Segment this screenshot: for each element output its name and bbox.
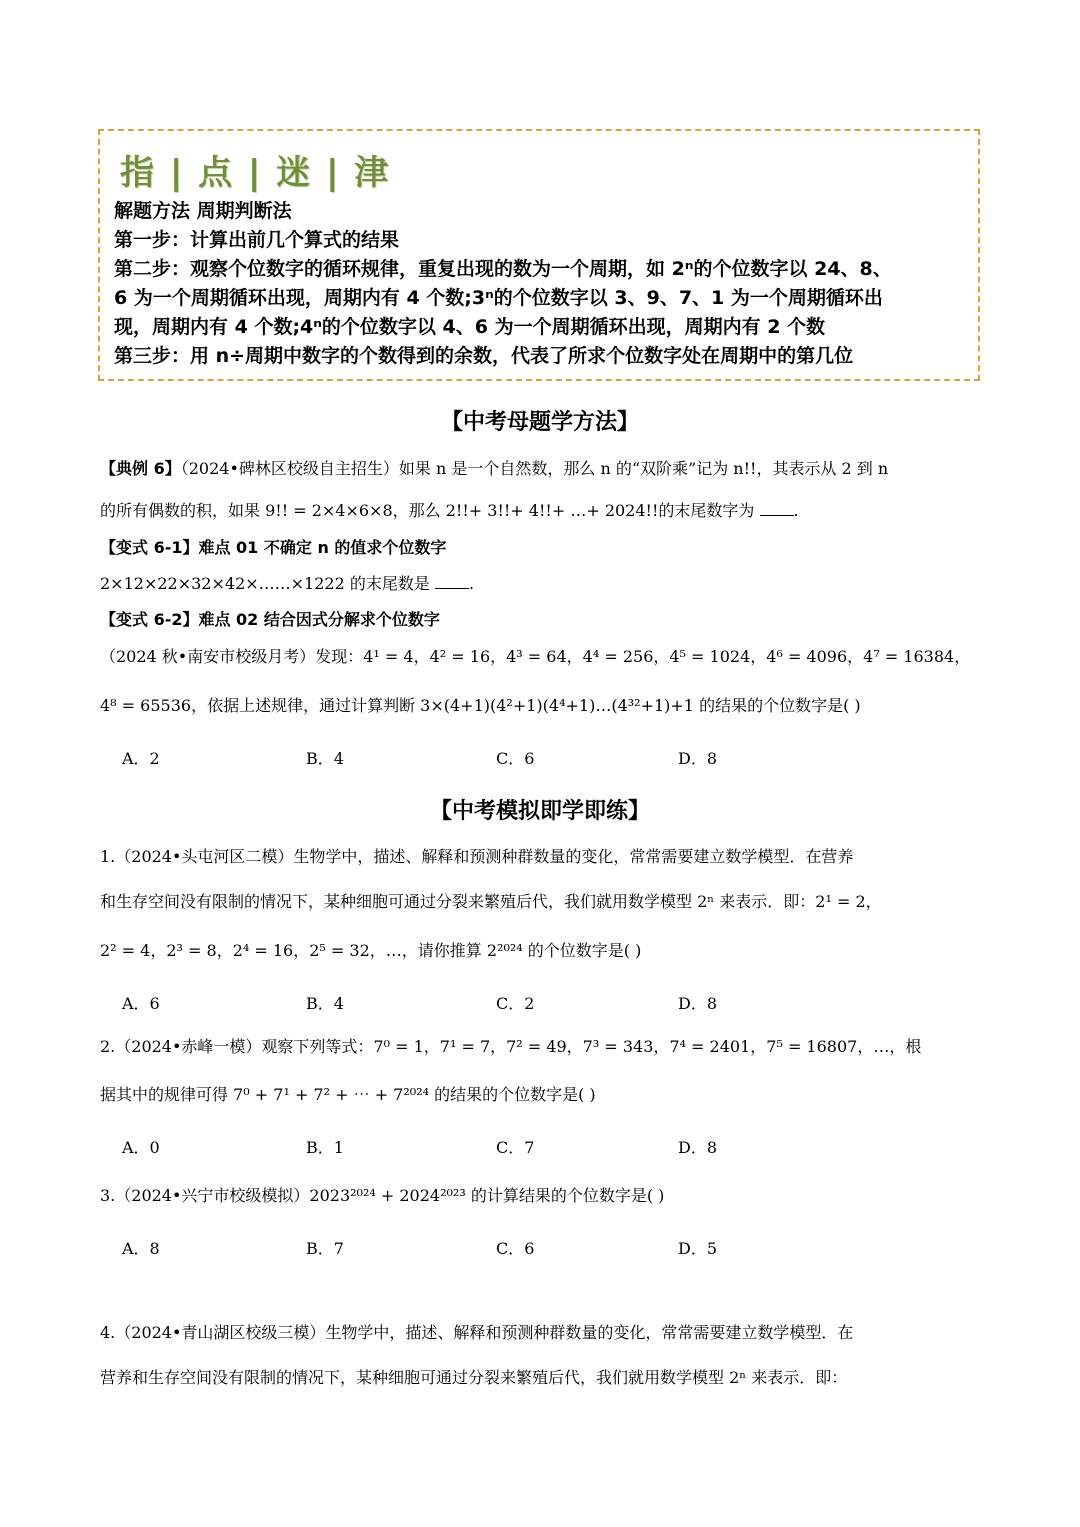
example6-text2: 的所有偶数的积，如果 9!! = 2×4×6×8，那么 2!!+ 3!!+ 4!!+ …+ 2024!!的末尾数字为 <box>100 501 755 520</box>
section-title-practice: 【中考模拟即学即练】 <box>429 799 650 824</box>
tip-box <box>98 129 980 381</box>
answer-blank[interactable] <box>435 574 469 589</box>
option-a[interactable]: A．8 <box>122 1239 160 1258</box>
option-d[interactable]: D．8 <box>678 749 718 768</box>
example6-line2 <box>100 500 799 522</box>
option-d[interactable]: D．8 <box>678 994 718 1013</box>
q1-line3: 2² = 4，2³ = 8，2⁴ = 16，2⁵ = 32，…，请你推算 2²⁰²⁴ 的个位数字是( ) <box>100 941 642 960</box>
q2-line1: 2.（2024•赤峰一模）观察下列等式：7⁰ = 1，7¹ = 7，7² = 49，7³ = 343，7⁴ = 2401，7⁵ = 16807，…，根 <box>100 1037 922 1056</box>
option-b[interactable]: B．7 <box>306 1239 344 1258</box>
variant2-line1: （2024 秋•南安市校级月考）发现：4¹ = 4，4² = 16，4³ = 64，4⁴ = 256，4⁵ = 1024，4⁶ = 4096，4⁷ = 16384， <box>100 647 971 666</box>
option-c[interactable]: C．6 <box>496 749 535 768</box>
option-c[interactable]: C．2 <box>496 994 535 1013</box>
variant1-line <box>100 573 474 595</box>
option-b[interactable]: B．4 <box>306 994 344 1013</box>
tip-title: 指 | 点 | 迷 | 津 <box>120 153 391 193</box>
variant2-line2: 4⁸ = 65536，依据上述规律，通过计算判断 3×(4+1)(4²+1)(4⁴+1)…(4³²+1)+1 的结果的个位数字是( ) <box>100 696 861 715</box>
q4-line1: 4.（2024•青山湖区校级三模）生物学中，描述、解释和预测种群数量的变化，常常需要建立数学模型．在 <box>100 1323 854 1342</box>
example6-text1: （2024•碑林区校级自主招生）如果 n 是一个自然数，那么 n 的“双阶乘”记为 n!!，其表示从 2 到 n <box>180 459 889 478</box>
tip-line-step1: 第一步：计算出前几个算式的结果 <box>114 229 400 251</box>
option-a[interactable]: A．2 <box>122 749 160 768</box>
option-c[interactable]: C．7 <box>496 1138 535 1157</box>
q1-line1: 1.（2024•头屯河区二模）生物学中，描述、解释和预测种群数量的变化，常常需要建立数学模型．在营养 <box>100 847 854 866</box>
variant1-tag: 【变式 6-1】难点 01 不确定 n 的值求个位数字 <box>100 538 447 557</box>
variant1-end: . <box>468 574 475 593</box>
example6-tag: 【典例 6】 <box>100 459 181 478</box>
option-d[interactable]: D．8 <box>678 1138 718 1157</box>
variant2-tag: 【变式 6-2】难点 02 结合因式分解求个位数字 <box>100 610 440 629</box>
q4-line2: 营养和生存空间没有限制的情况下，某种细胞可通过分裂来繁殖后代，我们就用数学模型 2ⁿ 来表示．即： <box>100 1368 848 1387</box>
tip-line-step3: 第三步：用 n÷周期中数字的个数得到的余数，代表了所求个位数字处在周期中的第几位 <box>114 345 854 367</box>
answer-blank[interactable] <box>760 501 794 516</box>
tip-line-step2: 第二步：观察个位数字的循环规律，重复出现的数为一个周期，如 2ⁿ的个位数字以 24、8、 <box>114 258 892 280</box>
q1-line2: 和生存空间没有限制的情况下，某种细胞可通过分裂来繁殖后代，我们就用数学模型 2ⁿ 来表示．即：2¹ = 2， <box>100 892 882 911</box>
tip-line-step2-cont1: 6 为一个周期循环出现，周期内有 4 个数;3ⁿ的个位数字以 3、9、7、1 为一个周期循环出 <box>114 287 883 309</box>
tip-line-step2-cont2: 现，周期内有 4 个数;4ⁿ的个位数字以 4、6 为一个周期循环出现，周期内有 2 个数 <box>114 316 826 338</box>
option-a[interactable]: A．6 <box>122 994 160 1013</box>
section-title-method: 【中考母题学方法】 <box>440 410 639 435</box>
option-b[interactable]: B．4 <box>306 749 344 768</box>
variant1-text: 2×12×22×32×42×……×1222 的末尾数是 <box>100 574 430 593</box>
option-c[interactable]: C．6 <box>496 1239 535 1258</box>
option-a[interactable]: A．0 <box>122 1138 160 1157</box>
example6-end: . <box>793 501 799 520</box>
example6-line1 <box>100 458 888 480</box>
q2-line2: 据其中的规律可得 7⁰ + 7¹ + 7² + ⋯ + 7²⁰²⁴ 的结果的个位数字是( ) <box>100 1085 596 1104</box>
tip-line-method: 解题方法 周期判断法 <box>114 200 292 222</box>
option-d[interactable]: D．5 <box>678 1239 718 1258</box>
option-b[interactable]: B．1 <box>306 1138 344 1157</box>
q3-line1: 3.（2024•兴宁市校级模拟）2023²⁰²⁴ + 2024²⁰²³ 的计算结果的个位数字是( ) <box>100 1186 665 1205</box>
